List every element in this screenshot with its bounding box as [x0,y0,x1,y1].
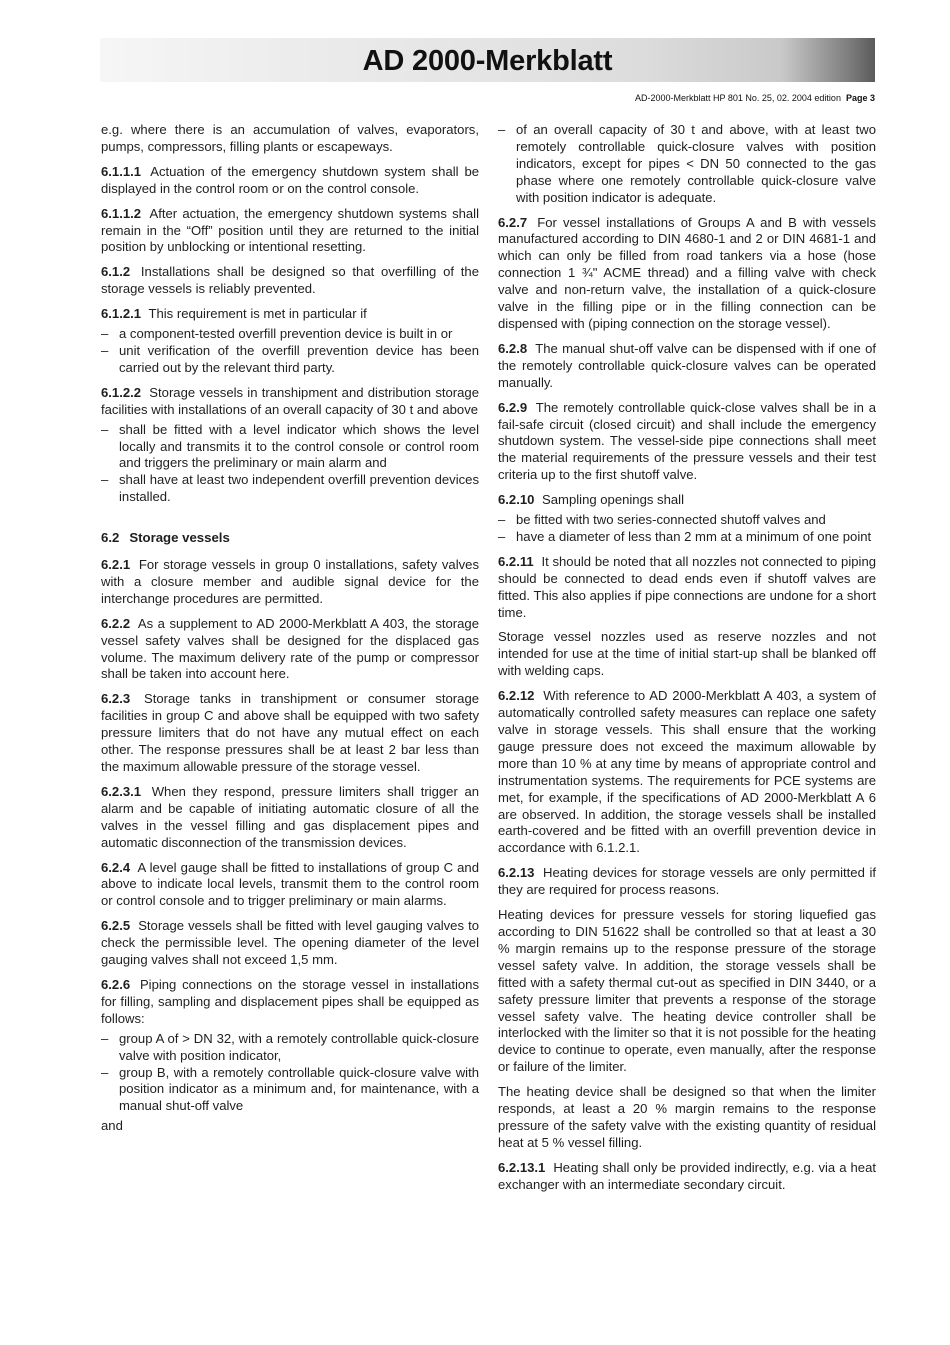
section-text: Storage tanks in transhipment or consumer storage facilities in group C and above shall be equipped with two safety pressure limiters that do not have any mutual effect on each other. The response pressures shall be at least 2 bar less than the maximum allowable pressure of the storage vessel. [101,691,480,774]
list-6-1-2-1 [101,326,479,377]
section-number: 6.2.13.1 [498,1159,546,1175]
list-item: – of an overall capacity of 30 t and above, with at least two remotely controllable quick-closure valves with position indicators, except for pipes < DN 50 connected to the gas phase where one remotely controllable quick-closure valve with position indicator is adequate. [498,122,876,207]
list-item: – group B, with a remotely controllable quick-closure valve with position indicator as a minimum and, for maintenance, with a manual shut-off valve [101,1065,479,1116]
list-item: – a component-tested overfill prevention device is built in or [101,326,479,343]
section-6-2-13 [498,865,876,899]
section-6-1-2 [101,264,479,298]
list-item: – be fitted with two series-connected shutoff valves and [498,512,876,529]
section-number: 6.2.3 [101,691,131,707]
list-item: – unit verification of the overfill prevention device has been carried out by the relevant third party. [101,343,479,377]
section-6-2-7 [498,215,876,333]
section-6-2-11 [498,554,876,622]
section-6-2-4 [101,860,479,911]
paragraph: Storage vessel nozzles used as reserve nozzles and not intended for use at the time of initial start-up shall be blanked off with welding caps. [498,629,876,679]
section-6-2-8 [498,341,876,392]
section-text: After actuation, the emergency shutdown systems shall remain in the “Off” position until they are returned to the initial position by unblocking or intentional resetting. [101,205,479,255]
section-6-2-10 [498,492,876,509]
document-title: AD 2000-Merkblatt [362,45,613,77]
left-column [101,122,479,1143]
section-number: 6.2.6 [101,976,131,992]
section-6-2-3-1 [101,784,479,852]
section-6-1-2-1 [101,306,479,323]
right-column [498,122,876,1202]
list-item: – shall have at least two independent overfill prevention devices installed. [101,472,479,506]
section-text: Storage vessels shall be fitted with level gauging valves to check the permissible level. The opening diameter of the level gauging valves shall not exceed 1,5 mm. [101,918,479,968]
section-number: 6.1.1.2 [101,205,142,221]
section-text: A level gauge shall be fitted to installations of group C and above to indicate local levels, transmit them to the control room or control console and to trigger preliminary or main alarms. [101,859,479,909]
section-text: This requirement is met in particular if [148,306,367,322]
section-6-1-2-2 [101,385,479,419]
section-text: When they respond, pressure limiters shall trigger an alarm and be capable of initiating automatic closure of all the valves in the vessel filling and gas displacement pipes and automatic disconnection of the transmission devices. [101,783,480,850]
section-6-2-1 [101,557,479,608]
list-6-1-2-2 [101,422,479,507]
paragraph: and [101,1118,123,1134]
section-text: Heating shall only be provided indirectly, e.g. via a heat exchanger with an intermediate secondary circuit. [498,1159,876,1192]
section-text: For vessel installations of Groups A and B with vessels manufactured according to DIN 4680-1 and 2 or DIN 4681-1 and which can only be filled from road tankers via a hose (hose connection 1 ¾" ACME thread) and a filling valve with check valve and non-return valve, the installation of a quick-closure valve in the filling pipe or in the filling connection can be dispensed with (piping connection on the storage vessel). [498,214,876,331]
section-number: 6.2.13 [498,865,535,881]
section-text: Heating devices for storage vessels are only permitted if they are required for process reasons. [498,865,876,898]
section-number: 6.1.2 [101,264,131,280]
section-number: 6.2.4 [101,859,131,875]
section-text: As a supplement to AD 2000-Merkblatt A 403, the storage vessel safety valves shall be designed for the displaced gas volume. The maximum delivery rate of the pump or compressor shall be taken into account here. [101,615,479,682]
section-number: 6.2.11 [498,553,534,569]
section-number: 6.1.2.1 [101,306,142,322]
list-item: – shall be fitted with a level indicator which shows the level locally and transmits it to the control console or control room and triggers the preliminary or main alarm and [101,422,479,473]
section-text: Installations shall be designed so that overfilling of the storage vessels is reliably prevented. [101,264,479,297]
section-number: 6.2.8 [498,340,528,356]
section-number: 6.2 [101,530,120,546]
section-6-2-5 [101,918,479,969]
section-number: 6.1.2.2 [101,384,142,400]
section-text: For storage vessels in group 0 installations, safety valves with a closure member and audible signal device for the interchange procedures are permitted. [101,557,479,606]
section-number: 6.2.1 [101,557,131,573]
section-text: Piping connections on the storage vessel in installations for filling, sampling and displacement pipes shall be equipped as follows: [101,976,480,1026]
section-text: It should be noted that all nozzles not connected to piping should be connected to dead ends even if shutoff valves are fitted. This also applies if pipe connections are undone for a short time. [498,553,877,620]
page-reference [635,93,875,103]
section-6-2-9 [498,400,876,485]
section-6-2-2 [101,616,479,684]
section-heading-text: Storage vessels [129,530,230,546]
section-number: 6.2.5 [101,918,131,934]
section-number: 6.2.7 [498,214,528,230]
page-number: Page 3 [845,93,875,103]
section-number: 6.2.9 [498,399,528,415]
section-text: Sampling openings shall [542,492,684,508]
section-6-2-3 [101,691,479,776]
section-number: 6.2.3.1 [101,783,142,799]
section-text: The manual shut-off valve can be dispensed with if one of the remotely controllable quick-closure valves can be operated manually. [498,340,876,390]
section-number: 6.1.1.1 [101,163,142,179]
list-item: – group A of > DN 32, with a remotely controllable quick-closure valve with position indicator, [101,1031,479,1065]
section-heading-6-2 [101,530,479,547]
paragraph: e.g. where there is an accumulation of valves, evaporators, pumps, compressors, filling plants or escapeways. [101,122,479,154]
paragraph: The heating device shall be designed so that when the limiter responds, at least a 20 % margin remains to the response pressure of the safety valve with the existing quantity of residual heat at 5 % vessel filling. [498,1084,876,1150]
section-6-1-1-1 [101,164,479,198]
section-6-2-13-1 [498,1160,876,1194]
list-item: – have a diameter of less than 2 mm at a minimum of one point [498,529,876,546]
list-6-2-10 [498,512,876,546]
list-6-2-6 [101,1031,479,1116]
section-6-2-12 [498,688,876,857]
section-text: The remotely controllable quick-close valves shall be in a fail-safe circuit (closed circuit) and shall include the emergency shutdown system. The vessel-side pipe connections shall meet the material requirements of the pressure vessels and their test criteria up to the first shutoff valve. [498,399,876,483]
paragraph: Heating devices for pressure vessels for storing liquefied gas according to DIN 51622 shall be controlled so that at least a 30 % margin remains up to the response pressure of the storage vessel safety valve. In addition, the storage vessels shall be fitted with a safety thermal cut-out as specified in DIN 3440, or a safety pressure limiter that prevents a response of the storage vessel safety valve. The heating device controller shall be interlocked with the limiter so that it is not possible for the heating device to continue to operate, even manually, after the response or failure of the limiter. [498,907,876,1075]
section-text: With reference to AD 2000-Merkblatt A 403, a system of automatically controlled safety measures can replace one safety valve in storage vessels. This shall ensure that the working gauge pressure does not exceed the maximum allowable by more than 10 % at any time by means of appropriate control and instrumentation systems. The requirements for PCE systems are met, for example, if the specifications of AD 2000-Merkblatt A 6 are observed. In addition, the storage vessels shall be installed earth-covered and be fitted with an overfill prevention device in accordance with 6.1.2.1. [498,688,876,856]
list-6-2-6-continued [498,122,876,207]
section-text: Storage vessels in transhipment and distribution storage facilities with installations of an overall capacity of 30 t and above [101,384,479,417]
section-6-1-1-2 [101,206,479,257]
section-6-2-6 [101,977,479,1028]
section-number: 6.2.2 [101,615,131,631]
header-banner [100,38,875,82]
section-number: 6.2.10 [498,492,535,508]
document-reference: AD-2000-Merkblatt HP 801 No. 25, 02. 2004 edition [634,93,841,103]
section-number: 6.2.12 [498,688,535,704]
section-text: Actuation of the emergency shutdown system shall be displayed in the control room or on the control console. [101,163,480,196]
